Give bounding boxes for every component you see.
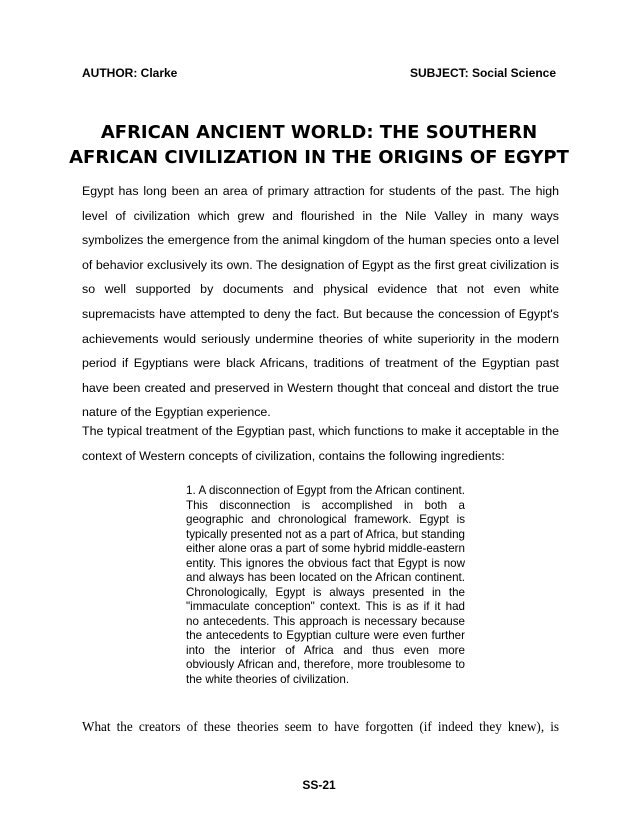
document-title: AFRICAN ANCIENT WORLD: THE SOUTHERN AFRICAN CIVILIZATION IN THE ORIGINS OF EGYPT [69,122,569,168]
body-paragraph-2: The typical treatment of the Egyptian past, which functions to make it acceptable in the context of Western concepts of civilization, contains the following ingredients: [82,424,559,463]
body-paragraph-3: What the creators of these theories seem to have forgotten (if indeed they knew), is [82,719,559,734]
block-quote-item-1: 1. A disconnection of Egypt from the African continent. This disconnection is accomplished in both a geographic and chronological framework. Egypt is typically presented not as a part of Africa, but standing either alone oras a part of some hybrid middle-eastern entity. This ignores the obvious fact that Egypt is now and always has been located on the African continent. Chronologically, Egypt is always presented in the "immaculate conception" context. This is as if it had no antecedents. This approach is necessary because the antecedents to Egyptian culture were even further into the interior of Africa and thus even more obviously African and, therefore, more troublesome to the white theories of civilization. [186,484,465,686]
page-number: SS-21 [302,778,336,792]
body-paragraph-1: Egypt has long been an area of primary attraction for students of the past. The high level of civilization which grew and flourished in the Nile Valley in many ways symbolizes the emergence from the animal kingdom of the human species onto a level of behavior exclusively its own. The designation of Egypt as the first great civilization is so well supported by documents and physical evidence that not even white supremacists have attempted to deny the fact. But because the concession of Egypt's achievements would seriously undermine theories of white superiority in the modern period if Egyptians were black Africans, traditions of treatment of the Egyptian past have been created and preserved in Western thought that conceal and distort the true nature of the Egyptian experience. [82,184,559,420]
subject-label: SUBJECT: Social Science [409,66,556,80]
author-label: AUTHOR: Clarke [82,66,178,80]
